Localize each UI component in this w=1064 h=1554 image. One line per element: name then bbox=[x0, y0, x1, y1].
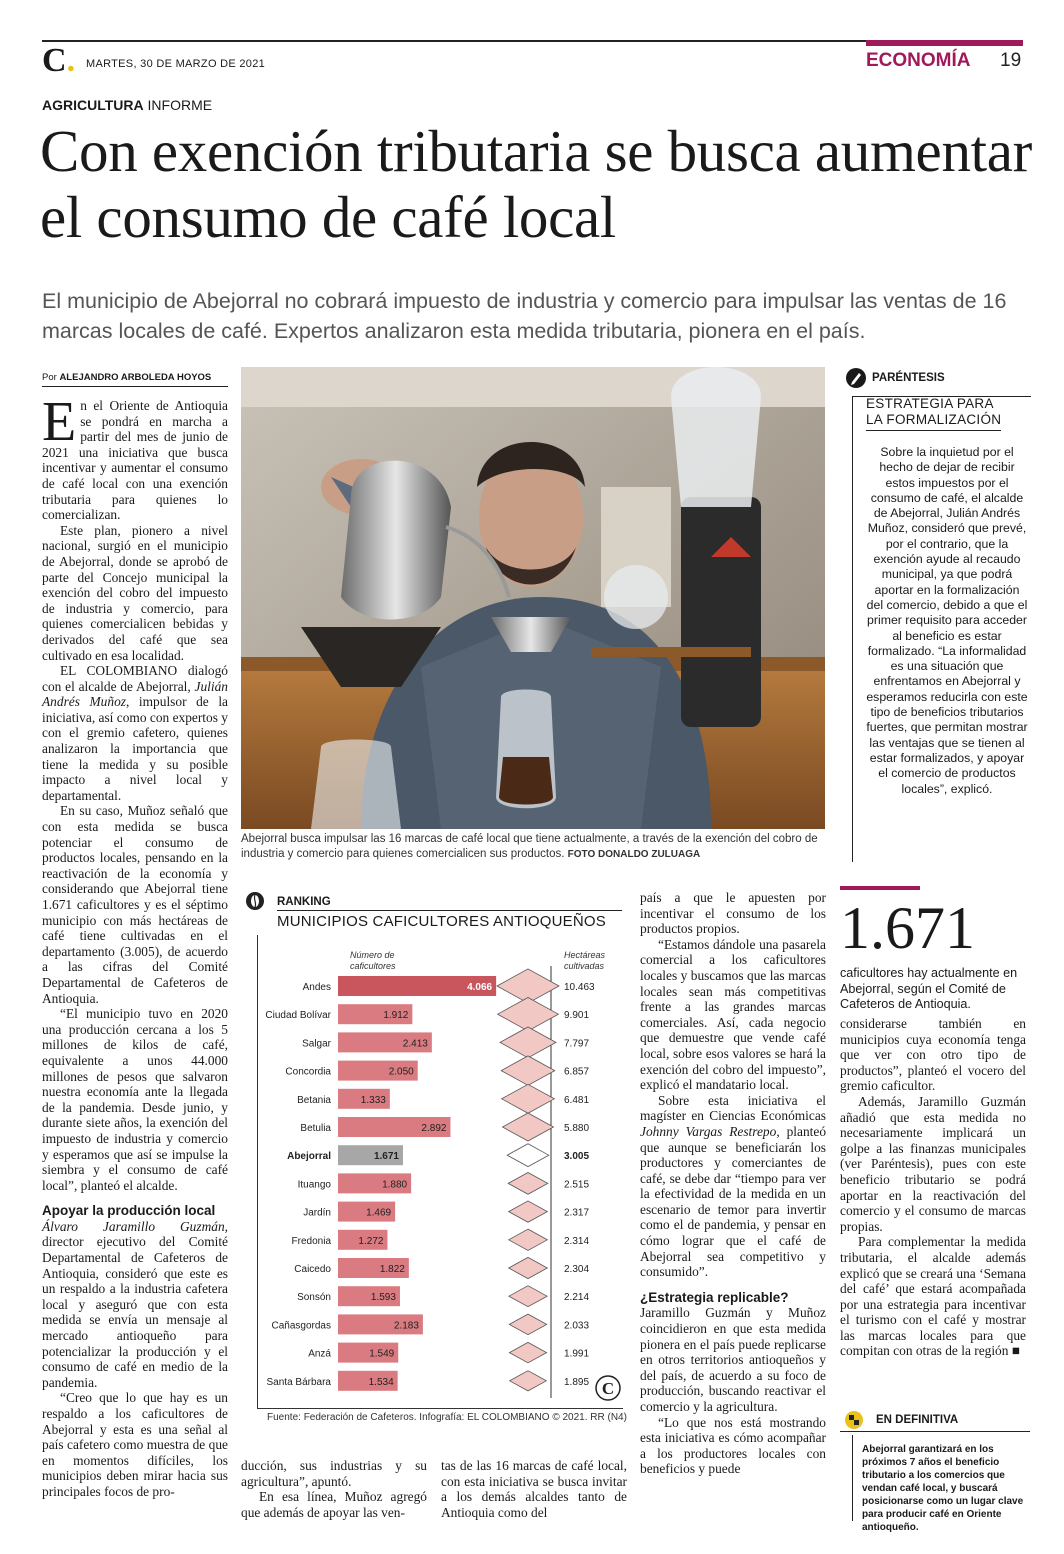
chart-value-label: 2.183 bbox=[393, 1320, 419, 1332]
chart-hectare-label: 2.314 bbox=[564, 1235, 590, 1247]
chart-hectare-label: 7.797 bbox=[564, 1038, 590, 1050]
chart-category-label: Concordia bbox=[285, 1066, 331, 1078]
chart-title: MUNICIPIOS CAFICULTORES ANTIOQUEÑOS bbox=[277, 913, 606, 930]
chart-value-label: 1.822 bbox=[379, 1264, 405, 1275]
chart-kicker: RANKING bbox=[277, 896, 331, 908]
paragraph: En esa línea, Muñoz agregó que además de apoyar las ven- bbox=[241, 1489, 427, 1520]
paragraph: Además, Jaramillo Guzmán añadió que esta medida no necesariamente implicará un golpe a las finanzas municipales (ver Paréntesis), pues con este beneficio tributario se podrá aportar en la reactivación del comercio y el consumo de marcas propias. bbox=[840, 1093, 1026, 1234]
chart-value-label: 1.534 bbox=[368, 1376, 394, 1388]
paragraph: n el Oriente de Antioquia se pondrá en marcha a partir del mes de junio de 2021 una iniciativa que busca incentivar y aumentar el consumo de café local con una exención tributaria para quienes lo comercializan. bbox=[42, 398, 228, 523]
chart-hectare-marker bbox=[509, 1314, 546, 1335]
chart-hectare-marker bbox=[501, 1056, 555, 1085]
chart-hectare-label: 2.317 bbox=[564, 1207, 590, 1219]
article-column-1 bbox=[42, 391, 228, 1500]
chart-hectare-label: 1.895 bbox=[564, 1376, 590, 1388]
chart-category-label: Jardín bbox=[303, 1207, 331, 1219]
subhead: Apoyar la producción local bbox=[42, 1203, 216, 1219]
chart-category-label: Caicedo bbox=[294, 1264, 331, 1275]
paragraph: Jaramillo Guzmán y Muñoz coincidieron en que esta medida pionera en el país puede replicarse en otros territorios antioqueños y del país, de acuerdo a su foco de producción, buscando reactivar el comercio y la agricultura. bbox=[640, 1305, 826, 1414]
chart-value-label: 1.469 bbox=[366, 1207, 392, 1219]
big-number-text: caficultores hay actualmente en Abejorral, según el Comité de Cafeteros de Antioquia. bbox=[840, 966, 1018, 1011]
chart-hectare-marker bbox=[500, 1027, 556, 1058]
bar-chart bbox=[258, 936, 622, 1408]
chart-column-header-right: Hectáreas bbox=[564, 950, 606, 960]
chart-value-label: 1.333 bbox=[360, 1094, 386, 1106]
chart-category-label: Ciudad Bolívar bbox=[265, 1010, 331, 1022]
section-bar bbox=[866, 40, 1023, 46]
chart-hectare-label: 9.901 bbox=[564, 1010, 590, 1022]
chart-category-label: Cañasgordas bbox=[271, 1320, 331, 1332]
chart-hectare-marker bbox=[509, 1229, 548, 1250]
chart-hectare-marker bbox=[507, 1144, 549, 1167]
chart-value-label: 2.892 bbox=[421, 1123, 447, 1134]
chart-value-label: 1.272 bbox=[358, 1235, 384, 1247]
paragraph: “Estamos dándole una pasarela comercial a los caficultores locales y buscamos que las marcas locales sean más competitivas frente a las grandes marcas comerciales. Así, cada negocio que demuestre que vende café local, sobre esos valores se hará la exención del cobro del impuesto”, explicó el mandatario local. bbox=[640, 936, 826, 1093]
chart-category-label: Sonsón bbox=[297, 1292, 331, 1304]
chart-hectare-marker bbox=[509, 1342, 546, 1362]
chart-category-label: Abejorral bbox=[287, 1151, 331, 1163]
chart-hectare-label: 6.481 bbox=[564, 1094, 590, 1106]
parentesis-text: Sobre la inquietud por el hecho de dejar de recibir estos impuestos por el consumo de café, el alcalde de Abejorral, Julián Andrés Muñoz, consideró que prevé, por el contrario, que la exención ayude al recaudo municipal, ya que podrá aportar en la formalización del comercio, debido a que el primer requisito para acceder al beneficio es estar formalizado. “La informalidad es una situación que enfrentamos en Abejorral y esperamos reducirla con este tipo de beneficios tributarios fuertes, que permitan mostrar las ventajas que se tienen al estar formalizados, y apoyar el comercio de productos locales”, explicó. bbox=[866, 445, 1028, 796]
chart-category-label: Salgar bbox=[302, 1038, 331, 1050]
paragraph: ducción, sus industrias y su agricultura”, apuntó. bbox=[241, 1458, 427, 1489]
photo-credit: FOTO DONALDO ZULUAGA bbox=[567, 849, 701, 860]
section-name: ECONOMÍA bbox=[866, 50, 971, 71]
paragraph: Álvaro Jaramillo Guzmán, director ejecutivo del Comité Departamental de Cafeteros de Antioquia, consideró que este es un respaldo a la industria cafetera local y aseguró que con esta medida se envía un mensaje al mercado antioqueño para potencializar la producción y el consumo de café en medio de la pandemia. bbox=[42, 1218, 228, 1390]
chart-category-label: Betania bbox=[297, 1094, 331, 1106]
chart-hectare-label: 1.991 bbox=[564, 1348, 590, 1360]
chart-category-label: Andes bbox=[302, 982, 331, 993]
subhead: ¿Estrategia replicable? bbox=[640, 1289, 789, 1305]
chart-column-header-left: Número de bbox=[350, 950, 395, 960]
chart-column-header-right: cultivadas bbox=[564, 961, 605, 971]
chart-hectare-marker bbox=[498, 997, 559, 1030]
chart-category-label: Ituango bbox=[297, 1179, 331, 1191]
kicker: AGRICULTURA INFORME bbox=[42, 97, 213, 113]
chart-hectare-marker bbox=[503, 1113, 554, 1141]
paragraph: Para complementar la medida tributaria, el alcalde además explicó que se creará una ‘Semana del café’ que estará acompañada por una estrategia para incentivar el turismo con el café y mostrar las marcas locales para que compitan con otras de la región ■ bbox=[840, 1234, 1026, 1359]
paragraph: “El municipio tuvo en 2020 una producción cercana a los 5 millones de kilos de café, equivalente a unos 44.000 millones de pesos que salvaron nuestra economía ante la llegada de la pandemia. Desde junio, y durante siete años, la exención del impuesto de industria y comercio y esperamos que así se impulse la siembra y el consumo de café local”, planteó el alcalde. bbox=[42, 1006, 228, 1193]
chart-source: Fuente: Federación de Cafeteros. Infografía: EL COLOMBIANO © 2021. RR (N4) bbox=[267, 1412, 627, 1423]
chart-hectare-label: 3.005 bbox=[564, 1151, 590, 1163]
headline: Con exención tributaria se busca aumentar el consumo de café local bbox=[40, 118, 1032, 250]
checkered-icon bbox=[844, 1410, 864, 1430]
newspaper-logo: C. bbox=[42, 42, 76, 79]
paragraph: En su caso, Muñoz señaló que con esta medida se busca potenciar el consumo de productos locales, pensando en la reactivación de la economía y considerando que Abejorral tiene 1.671 caficultores y es el séptimo municipio con más hectáreas de café tiene cultivadas en el departamento (3.005), de acuerdo a las cifras del Comité Departamental de Cafeteros de Antioquia. bbox=[42, 803, 228, 1006]
chart-column-header-left: caficultores bbox=[350, 961, 396, 971]
chart-category-label: Betulia bbox=[300, 1123, 331, 1134]
big-number: 1.671 bbox=[840, 895, 975, 961]
chart-hectare-marker bbox=[508, 1173, 548, 1195]
article-column-5 bbox=[840, 1016, 1026, 1359]
chart-hectare-marker bbox=[509, 1286, 547, 1307]
chart-hectare-label: 2.033 bbox=[564, 1320, 590, 1332]
article-column-4 bbox=[640, 890, 826, 1477]
chart-category-label: Santa Bárbara bbox=[266, 1376, 331, 1388]
paragraph: “Creo que lo que hay es un respaldo a los caficultores de Abejorral y esta es una señal al país cafetero como muestra de que en momentos difíciles, los municipios deben mirar hacia sus principales focos de pro- bbox=[42, 1390, 228, 1499]
chart-value-label: 2.050 bbox=[388, 1066, 414, 1078]
article-column-3 bbox=[441, 1458, 627, 1520]
chart-hectare-label: 2.515 bbox=[564, 1179, 590, 1191]
coffee-bean-icon bbox=[246, 892, 264, 910]
chart-hectare-marker bbox=[502, 1084, 555, 1113]
chart-category-label: Fredonia bbox=[291, 1235, 331, 1247]
chart-hectare-label: 10.463 bbox=[564, 982, 595, 993]
pen-icon bbox=[846, 368, 866, 388]
paragraph: considerarse también en municipios cuya economía tenga que ver con otro tipo de productos”, planteó el vocero del gremio caficultor. bbox=[840, 1016, 1026, 1094]
byline-rule bbox=[42, 386, 228, 387]
en-definitiva-text: Abejorral garantizará en los próximos 7 años el beneficio tributario a los comercios que vendan café local, y buscará posicionarse como un lugar clave para producir café en Oriente antioqueño. bbox=[862, 1444, 1024, 1533]
bignumber-bar bbox=[840, 886, 920, 890]
chart-hectare-label: 2.304 bbox=[564, 1264, 590, 1275]
paragraph: EL COLOMBIANO dialogó con el alcalde de Abejorral, Julián Andrés Muñoz, impulsor de la iniciativa, así como con expertos y con el gremio cafetero, quienes analizaron la importancia que tiene la medida y su posible impacto a nivel local y departamental. bbox=[42, 663, 228, 803]
chart-category-label: Anzá bbox=[308, 1348, 331, 1360]
chart-logo-letter: C bbox=[601, 1379, 615, 1398]
paragraph: “Lo que nos está mostrando esta iniciativa es cómo acompañar a los productores locales con beneficios y puede bbox=[640, 1414, 826, 1477]
chart-hectare-marker bbox=[509, 1201, 548, 1222]
byline: Por ALEJANDRO ARBOLEDA HOYOS bbox=[42, 372, 212, 383]
paragraph: Este plan, pionero a nivel nacional, surgió en el municipio de Abejorral, donde se aprobó de parte del Concejo municipal la exención del cobro del impuesto de industria y comercio, para quienes comercialicen bebidas y derivados del café que sea cultivado en esa localidad. bbox=[42, 522, 228, 663]
chart-value-label: 1.593 bbox=[370, 1292, 396, 1304]
chart-hectare-label: 5.880 bbox=[564, 1123, 590, 1134]
paragraph: Sobre esta iniciativa el magíster en Ciencias Económicas Johnny Vargas Restrepo, planteó que aunque se beneficiarán los productores y comerciantes de café, se debe dar “tiempo para ver la efectividad de la medida en un escenario de temor para invertir como el de pandemia, y pensar en cómo lograr que el café de Abejorral sea competitivo y consumido”. bbox=[640, 1092, 827, 1280]
chart-hectare-marker bbox=[510, 1371, 547, 1391]
paragraph: país a que le apuesten por incentivar el consumo de los productos propios. bbox=[640, 890, 826, 937]
parentesis-title: ESTRATEGIA PARA LA FORMALIZACIÓN bbox=[866, 396, 1001, 431]
paragraph: tas de las 16 marcas de café local, con esta iniciativa se busca invitar a los demás alcaldes tanto de Antioquia como del bbox=[441, 1458, 627, 1520]
article-column-2 bbox=[241, 1458, 427, 1520]
chart-hectare-label: 6.857 bbox=[564, 1066, 590, 1078]
en-definitiva-label: EN DEFINITIVA bbox=[876, 1414, 959, 1426]
issue-date: MARTES, 30 DE MARZO DE 2021 bbox=[86, 58, 266, 70]
en-definitiva-rule bbox=[840, 1431, 1030, 1432]
chart-value-label: 4.066 bbox=[467, 982, 493, 993]
chart-value-label: 1.880 bbox=[382, 1179, 408, 1191]
dropcap: E bbox=[42, 391, 77, 453]
chart-hectare-label: 2.214 bbox=[564, 1292, 590, 1304]
chart-rule bbox=[277, 910, 622, 911]
deck: El municipio de Abejorral no cobrará impuesto de industria y comercio para impulsar las ventas de 16 marcas locales de café. Expertos analizaron esta medida tributaria, pionera en el país. bbox=[42, 289, 1007, 343]
chart-value-label: 1.671 bbox=[373, 1151, 399, 1163]
photo-caption: Abejorral busca impulsar las 16 marcas de café local que tiene actualmente, a través de la exención del cobro de industria y comercio para quienes comercialicen sus productos. FOTO DONALDO ZULUAGA bbox=[241, 833, 818, 860]
article-photo bbox=[241, 367, 825, 829]
chart-value-label: 1.549 bbox=[369, 1348, 395, 1360]
chart-hectare-marker bbox=[509, 1257, 548, 1278]
page-number: 19 bbox=[1000, 50, 1022, 71]
chart-value-label: 1.912 bbox=[383, 1010, 409, 1022]
chart-value-label: 2.413 bbox=[402, 1038, 428, 1050]
parentesis-label: PARÉNTESIS bbox=[872, 372, 945, 384]
